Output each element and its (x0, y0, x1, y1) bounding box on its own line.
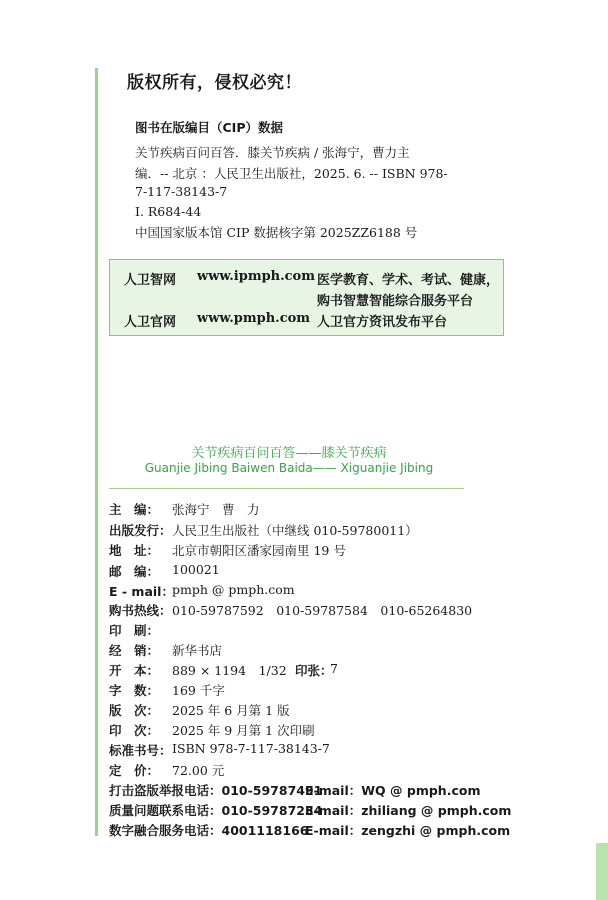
cip-line: 关节疾病百问百答．膝关节疾病 / 张海宁，曹力主 (135, 145, 410, 160)
sheets-value: 7 (330, 661, 338, 676)
isbn-value: ISBN 978-7-117-38143-7 (172, 741, 330, 756)
email-value[interactable]: pmph @ pmph.com (172, 582, 295, 597)
platform-desc: 医学教育、学术、考试、健康， (317, 273, 500, 288)
hotline-label: 购书热线： (109, 603, 172, 618)
isbn-label: 标准书号： (109, 743, 172, 758)
platform-url[interactable]: www.pmph.com (197, 311, 311, 326)
digital-service-line (109, 821, 511, 839)
quality-phone: 质量问题联系电话：010-59787234 (109, 803, 323, 818)
price-label: 定 价： (109, 763, 159, 778)
book-title-pinyin: Guanjie Jibing Baiwen Baida—— Xiguanjie Jibing (144, 461, 434, 475)
digital-phone: 数字融合服务电话：4001118166 (109, 823, 309, 838)
zip-label: 邮 编： (109, 564, 159, 579)
impression-value: 2025 年 9 月第 1 次印刷 (172, 723, 315, 738)
cip-line: 编．-- 北京 ：人民卫生出版社，2025. 6. -- ISBN 978- (135, 166, 448, 181)
platform-desc: 人卫官方资讯发布平台 (317, 315, 448, 330)
email-label: E - mail： (109, 584, 174, 599)
distributor-value: 新华书店 (172, 643, 223, 658)
cip-line: 中国国家版本馆 CIP 数据核字第 2025ZZ6188 号 (135, 225, 418, 240)
editor-label: 主 编： (109, 502, 159, 517)
copyright-notice: 版权所有，侵权必究！ (127, 73, 302, 93)
format-value: 889 × 1194 1/32 (172, 663, 287, 678)
title-divider (109, 488, 464, 489)
book-title-chinese: 关节疾病百问百答——膝关节疾病 (191, 446, 387, 461)
digital-email[interactable]: E-mail：zengzhi @ pmph.com (305, 823, 511, 838)
price-value: 72.00 元 (172, 763, 225, 778)
zip-value: 100021 (172, 562, 220, 577)
piracy-phone: 打击盗版举报电话：010-59787491 (109, 783, 323, 798)
platform-url[interactable]: www.ipmph.com (197, 269, 315, 284)
piracy-report-line (109, 781, 481, 799)
piracy-email[interactable]: E-mail：WQ @ pmph.com (305, 783, 481, 798)
sheets-label: 印张： (295, 663, 333, 678)
edition-value: 2025 年 6 月第 1 版 (172, 703, 290, 718)
platform-info-box (109, 259, 504, 336)
quality-contact-line (109, 801, 512, 819)
edition-label: 版 次： (109, 703, 159, 718)
cip-line: 7-117-38143-7 (135, 184, 228, 199)
distributor-label: 经 销： (109, 643, 159, 658)
address-label: 地 址： (109, 543, 159, 558)
address-value: 北京市朝阳区潘家园南里 19 号 (172, 543, 346, 558)
publisher-label: 出版发行： (109, 523, 172, 538)
platform-name: 人卫官网 (124, 315, 177, 330)
cip-line: Ⅰ. R684-44 (135, 204, 202, 219)
format-label: 开 本： (109, 663, 159, 678)
printer-label: 印 刷： (109, 623, 159, 638)
page-edge-tab (596, 843, 608, 900)
word-count-label: 字 数： (109, 683, 159, 698)
hotline-value: 010-59787592 010-59787584 010-65264830 (172, 603, 473, 618)
impression-label: 印 次： (109, 723, 159, 738)
cip-title: 图书在版编目（CIP）数据 (135, 120, 283, 135)
quality-email[interactable]: E-mail：zhiliang @ pmph.com (305, 803, 512, 818)
publisher-value: 人民卫生出版社（中继线 010-59780011） (172, 523, 418, 538)
word-count-value: 169 千字 (172, 683, 225, 698)
editor-value: 张海宁 曹 力 (172, 502, 260, 517)
platform-name: 人卫智网 (124, 273, 177, 288)
platform-desc: 购书智慧智能综合服务平台 (317, 294, 474, 309)
